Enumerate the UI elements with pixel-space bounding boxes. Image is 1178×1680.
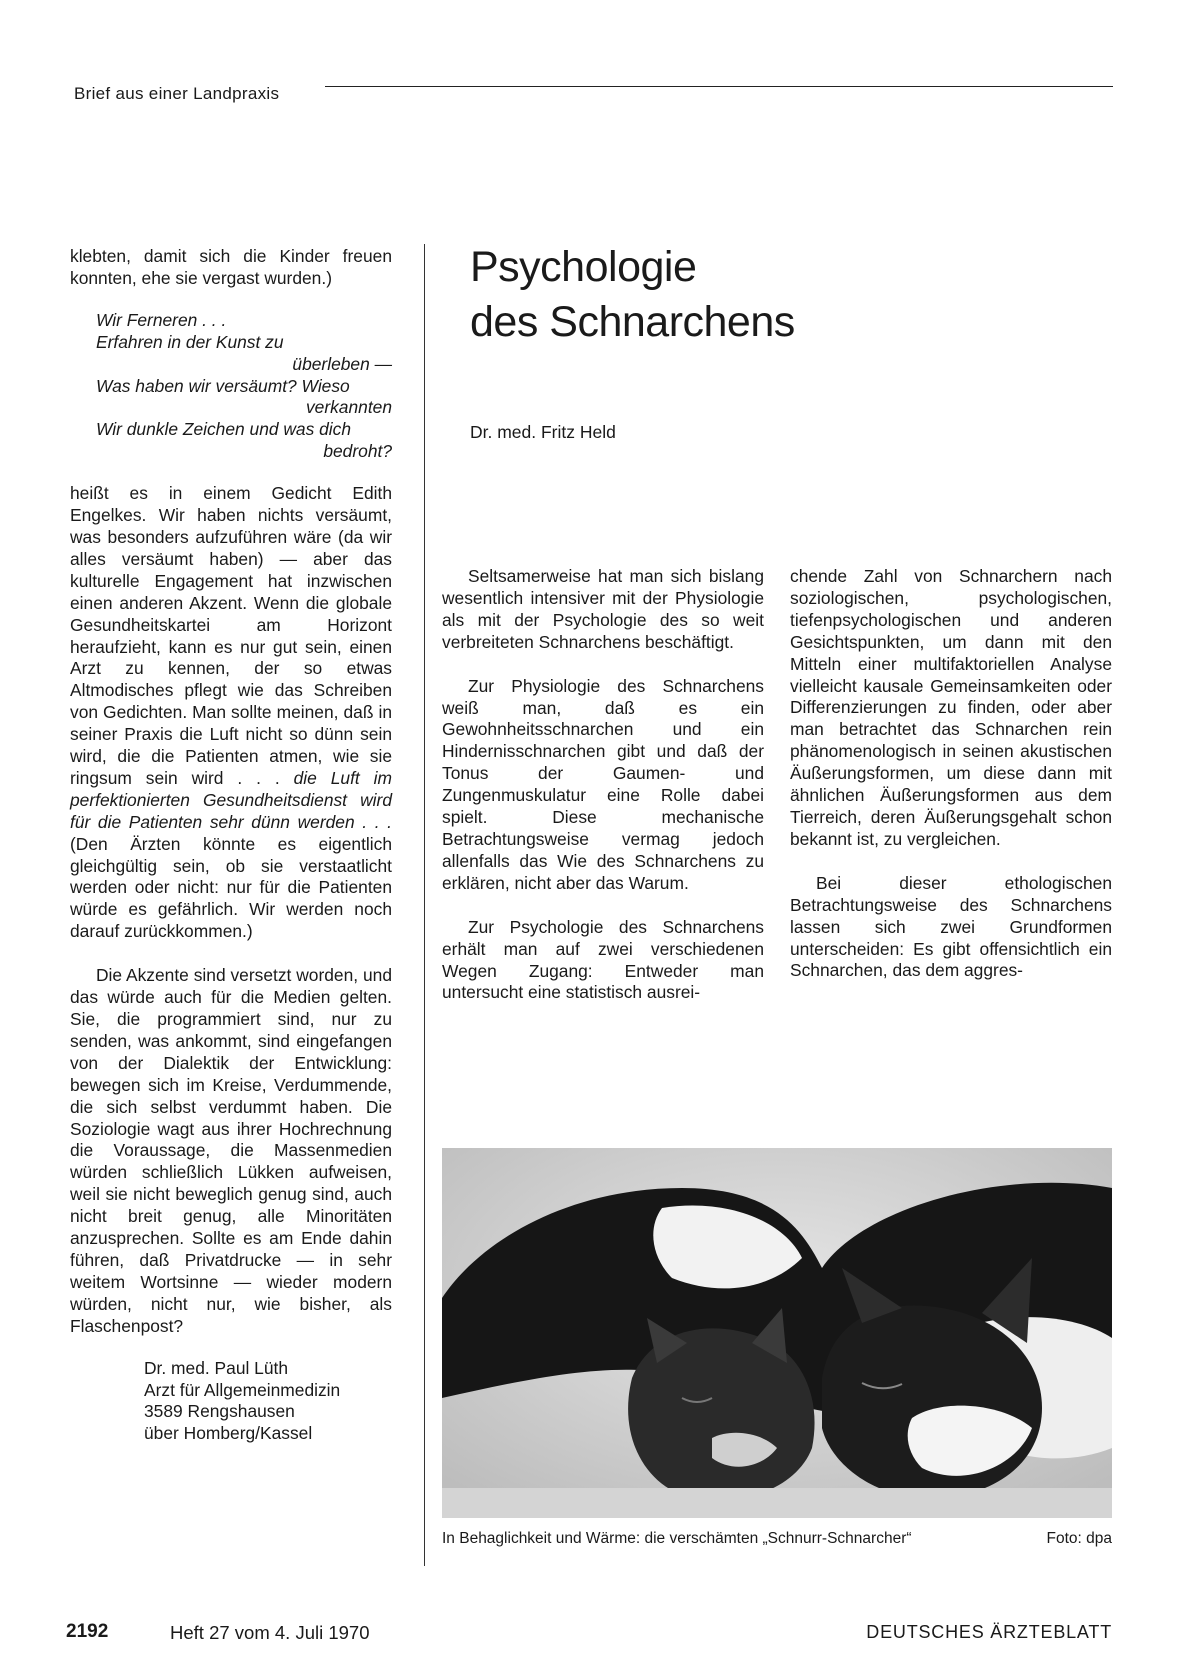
poem-line: verkannten (305, 397, 392, 418)
right-column (790, 566, 1112, 982)
title-line: Psychologie (470, 243, 697, 291)
poem-line: überleben — (292, 353, 392, 374)
article-title (470, 240, 795, 350)
poem (96, 310, 392, 463)
body-paragraph: Bei dieser ethologischen Betrachtungsweise des Schnarchens lassen sich zwei Grundformen unterscheiden: Es gibt offensichtlich ein Schnarchen, das dem aggres- (790, 872, 1112, 981)
page-number: 2192 (66, 1621, 109, 1642)
body-paragraph: chende Zahl von Schnarchern nach soziologischen, psychologischen, tiefenpsychologischen und anderen Gesichtspunkten, um dann mit den Mitteln einer multifaktoriellen Analyse vielleicht kausale Gemeinsamkeiten oder Differenzierungen zu finden, oder aber man betrachtet das Schnarchen rein phänomenologisch in seinen akustischen Äußerungsformen, um diese dann mit ähnlichen Äußerungsformen aus dem Tierreich, deren Äußerungsgehalt schon bekannt ist, zu vergleichen. (790, 566, 1112, 849)
signature-block (144, 1358, 392, 1446)
header-rule (325, 86, 1113, 87)
caption-text: In Behaglichkeit und Wärme: die verschämten „Schnurr-Schnarcher“ (442, 1530, 912, 1547)
article-author: Dr. med. Fritz Held (470, 422, 616, 442)
body-paragraph (70, 483, 392, 943)
body-paragraph: Zur Physiologie des Schnarchens weiß man, daß es ein Gewohnheitsschnarchen und ein Hindernisschnarchen gibt und daß der Tonus der Gaumen- und Zungenmuskulatur eine Rolle dabei spielt. Diese mechanische Betrachtungsweise vermag jedoch allenfalls das Wie des Schnarchens zu erklären, nicht aber das Warum. (442, 675, 764, 893)
poem-line: Wir Ferneren . . . (96, 309, 227, 330)
poem-line: Wir dunkle Zeichen und was dich (96, 419, 352, 440)
intro-paragraph: klebten, damit sich die Kinder freuen konnten, ehe sie vergast wurden.) (70, 246, 392, 288)
photo-credit: Foto: dpa (1046, 1530, 1112, 1547)
body-paragraph: Seltsamerweise hat man sich bislang wesentlich intensiver mit der Physiologie als mit der Psychologie des so weit verbreiteten Schnarchens beschäftigt. (442, 566, 764, 652)
column-divider (424, 244, 425, 1566)
emphasized-text: die Luft im perfektionierten Gesundheitsdienst wird für die Patienten sehr dünn werden . . . (70, 767, 392, 832)
body-paragraph: Zur Psychologie des Schnarchens erhält man auf zwei verschiedenen Wegen Zugang: Entweder man untersucht eine statistisch ausrei- (442, 916, 764, 1003)
middle-column (442, 566, 764, 1004)
paragraph-text: heißt es in einem Gedicht Edith Engelkes. Wir haben nichts versäumt, was besonders aufzuführen wäre (da wir alles versäumt haben) — aber das kulturelle Engagement hat inzwischen einen anderen Akzent. Wenn die globale Gesundheitskartei am Horizont heraufzieht, kann es nur gut sein, einen Arzt zu kennen, der so etwas Altmodisches pflegt wie das Schreiben von Gedichten. Man sollte meinen, daß in seiner Praxis die Luft nicht so dünn sein wird, die die Patienten atmen, wie sie ringsum sein wird . . . (70, 483, 392, 788)
signature-name: Dr. med. Paul Lüth (144, 1357, 289, 1378)
journal-name: DEUTSCHES ÄRZTEBLATT (866, 1622, 1112, 1642)
body-paragraph: Die Akzente sind versetzt worden, und das würde auch für die Medien gelten. Sie, die programmiert sind, nur zu senden, was ankommt, sind eingefangen von der Dialektik der Entwicklung: bewegen sich im Kreise, Verdummende, die sich selbst verdummt haben. Die Soziologie wagt aus ihrer Hochrechnung die Voraussage, die Massenmedien würden schließlich Lükken aufweisen, weil sie nicht beweglich genug sind, auch nicht breit genug, alle Minoritäten anzusprechen. Sollte es am Ende dahin führen, daß Privatdrucke — in sehr weitem Wortsinne — wieder modern würden, nicht nur, wie bisher, als Flaschenpost? (70, 965, 392, 1336)
title-line: des Schnarchens (470, 298, 795, 346)
left-column (70, 246, 392, 1445)
poem-line: bedroht? (323, 441, 392, 462)
photo-caption (442, 1530, 1112, 1548)
section-label: Brief aus einer Landpraxis (74, 84, 280, 103)
signature-title: Arzt für Allgemeinmedizin (144, 1379, 341, 1400)
cat-photo (442, 1148, 1112, 1518)
signature-address: über Homberg/Kassel (144, 1423, 313, 1444)
signature-address: 3589 Rengshausen (144, 1401, 295, 1422)
paragraph-text: (Den Ärzten könnte es eigentlich gleichgültig sein, ob sie verstaatlicht werden oder nicht: nur für die Patienten würde es gefährlich. Wir werden noch darauf zurückkommen.) (70, 833, 392, 942)
sleeping-cats-illustration (442, 1148, 1112, 1518)
issue-info: Heft 27 vom 4. Juli 1970 (170, 1622, 370, 1643)
poem-line: Erfahren in der Kunst zu (96, 331, 284, 352)
poem-line: Was haben wir versäumt? Wieso (96, 375, 350, 396)
